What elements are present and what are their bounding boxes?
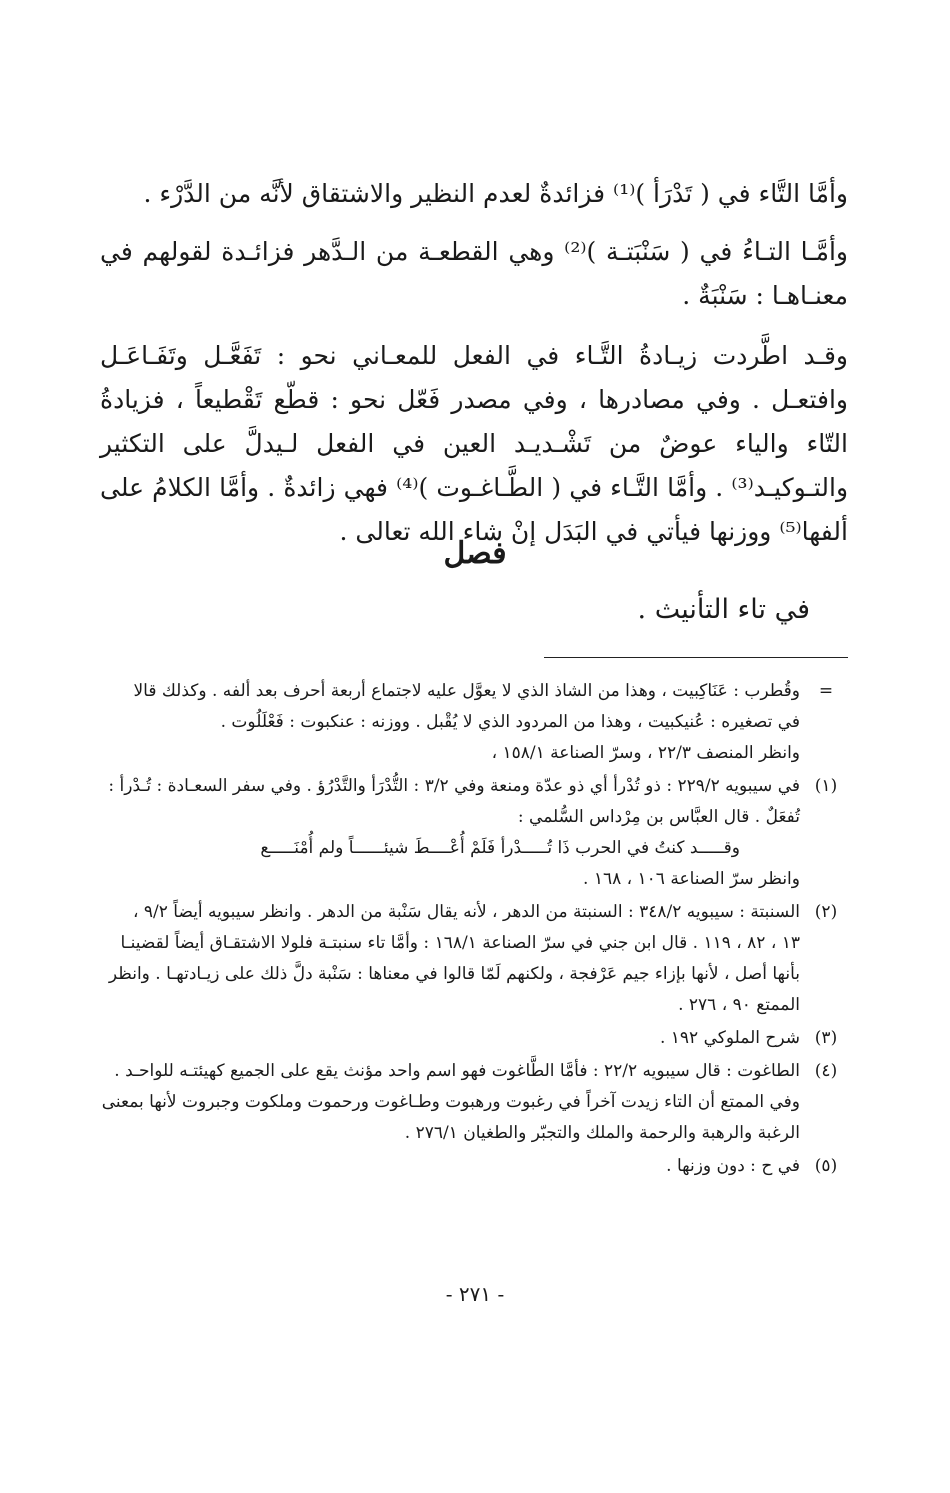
footnote-text (100, 771, 800, 895)
footnote-line: وقُطرب : عَنَاكِبيت ، وهذا من الشاذ الذي لا يعوَّل عليه لاجتماع أربعة أحرف بعد ألفه . وكذلك قالا (133, 681, 800, 701)
footnote-2 (100, 897, 852, 1021)
footnote-text (100, 1151, 800, 1182)
footnote-line: السنبتة : سيبويه ٣٤٨/٢ : السنبتة من الدهر ، لأنه يقال سَنْبة من الدهر . وانظر سيبويه أيضاً ٩/٢ ، (132, 902, 800, 922)
footnote-text (100, 676, 800, 769)
verse-second-hemistich: فَلَمْ أُعْــــطَ شيئــــــاً ولم أُمْنَـــــع (260, 838, 496, 858)
footnote-line: الرغبة والرهبة والرحمة والملك والتجبّر والطغيان ٢٧٦/١ . (404, 1123, 800, 1143)
footnote-divider (544, 657, 848, 658)
main-text (100, 172, 848, 572)
footnote-line: وفي الممتع أن التاء زيدت آخراً في رغبوت ورهبوت وطـاغوت ورحموت وملكوت وجبروت لأنها بمعنى (101, 1092, 800, 1112)
footnote-text (100, 1023, 800, 1054)
verse-first-hemistich: وقـــــد كنتُ في الحرب ذَا تُـــــدْرأ (500, 838, 740, 858)
section-subheading: في تاء التأنيث . (637, 594, 810, 625)
footnote-line: شرح الملوكي ١٩٢ . (659, 1028, 800, 1048)
footnote-1 (100, 771, 852, 895)
footnote-number: (٣) (814, 1028, 838, 1048)
footnote-3 (100, 1023, 852, 1054)
footnote-line: وانظر سرّ الصناعة ١٠٦ ، ١٦٨ . (583, 869, 800, 889)
footnote-number: (٢) (814, 902, 838, 922)
footnote-line: في سيبويه ٢٢٩/٢ : ذو تُدْرأ أي ذو عدّة ومنعة وفي ٣/٢ : التُّدْرَأ والتَّدْرُؤ . وفي سفر السعـادة : تُـدْرأ : (108, 776, 800, 796)
footnote-number: (١) (814, 776, 838, 796)
footnote-text (100, 897, 800, 1021)
footnote-5 (100, 1151, 852, 1182)
paragraph-2: وأمَّـا التـاءُ في ( سَنْبَتـة )⁽²⁾ وهي القطعـة من الـدَّهر فزائـدة لقولهم في معنـاهـا : سَنْبَةٌ . (100, 237, 848, 310)
poetry-verse (100, 833, 800, 864)
footnote-number: = (818, 681, 834, 701)
section-heading: فصل (443, 536, 507, 571)
footnote-continued (100, 676, 852, 769)
footnote-line: الممتع ٩٠ ، ٢٧٦ . (678, 995, 800, 1015)
footnote-line: تُفعَلٌ . قال العبَّاس بن مِرْداس السُّلمي : (517, 807, 800, 827)
footnote-4 (100, 1056, 852, 1149)
footnote-line: ١٣ ، ٨٢ ، ١١٩ . قال ابن جني في سرّ الصناعة ١٦٨/١ : وأمَّا تاء سنبتـة فلولا الاشتقـاق أيضاً لقضينـا (120, 933, 800, 953)
footnotes (100, 676, 852, 1184)
footnote-number: (٥) (814, 1156, 838, 1176)
footnote-line: بأنها أصل ، لأنها بإزاء جيم عَرْفجة ، ولكنهم لَمّا قالوا في معناها : سَنْبة دلَّ ذلك على زيـادتهـا . وانظر (108, 964, 800, 984)
paragraph-3: وقـد اطَّردت زيـادةُ التَّـاء في الفعل للمعـاني نحو : تَفَعَّـل وتَفَـاعَـل وافتعـل . وفي مصادرها ، وفي مصدر فَعّل نحو : قطّع تَقْطيعاً ، فزيادةُ التّاء والياء عوضٌ من تَشْـديـد العين في الفعل لـيدلَّ على التكثير والتـوكيـد⁽³⁾ . وأمَّا التَّـاء في ( الطَّـاغـوت )⁽⁴⁾ فهي زائدةٌ . وأمَّا الكلامُ على ألفها⁽⁵⁾ ووزنها فيأتي في البَدَل إنْ شاء الله تعالى . (100, 341, 849, 546)
footnote-line: في ح : دون وزنها . (666, 1156, 800, 1176)
footnote-line: في تصغيره : عُنيكبيت ، وهذا من المردود الذي لا يُقْبل . ووزنه : عنكبوت : فَعْلَلُوت . (220, 712, 800, 732)
page-number: - ٢٧١ - (445, 1282, 505, 1306)
paragraph-1: وأمَّا التَّاء في ( تَدْرَأ )⁽¹⁾ فزائدةٌ لعدم النظير والاشتقاق لأنَّه من الدَّرْء . (143, 179, 848, 208)
footnote-line: الطاغوت : قال سيبويه ٢٢/٢ : فأمَّا الطَّاغوت فهو اسم واحد مؤنث يقع على الجميع كهيئتـه للواحـد . (114, 1061, 800, 1081)
footnote-line: وانظر المنصف ٢٢/٣ ، وسرّ الصناعة ١٥٨/١ ، (491, 743, 800, 763)
footnote-number: (٤) (814, 1061, 838, 1081)
footnote-text (100, 1056, 800, 1149)
